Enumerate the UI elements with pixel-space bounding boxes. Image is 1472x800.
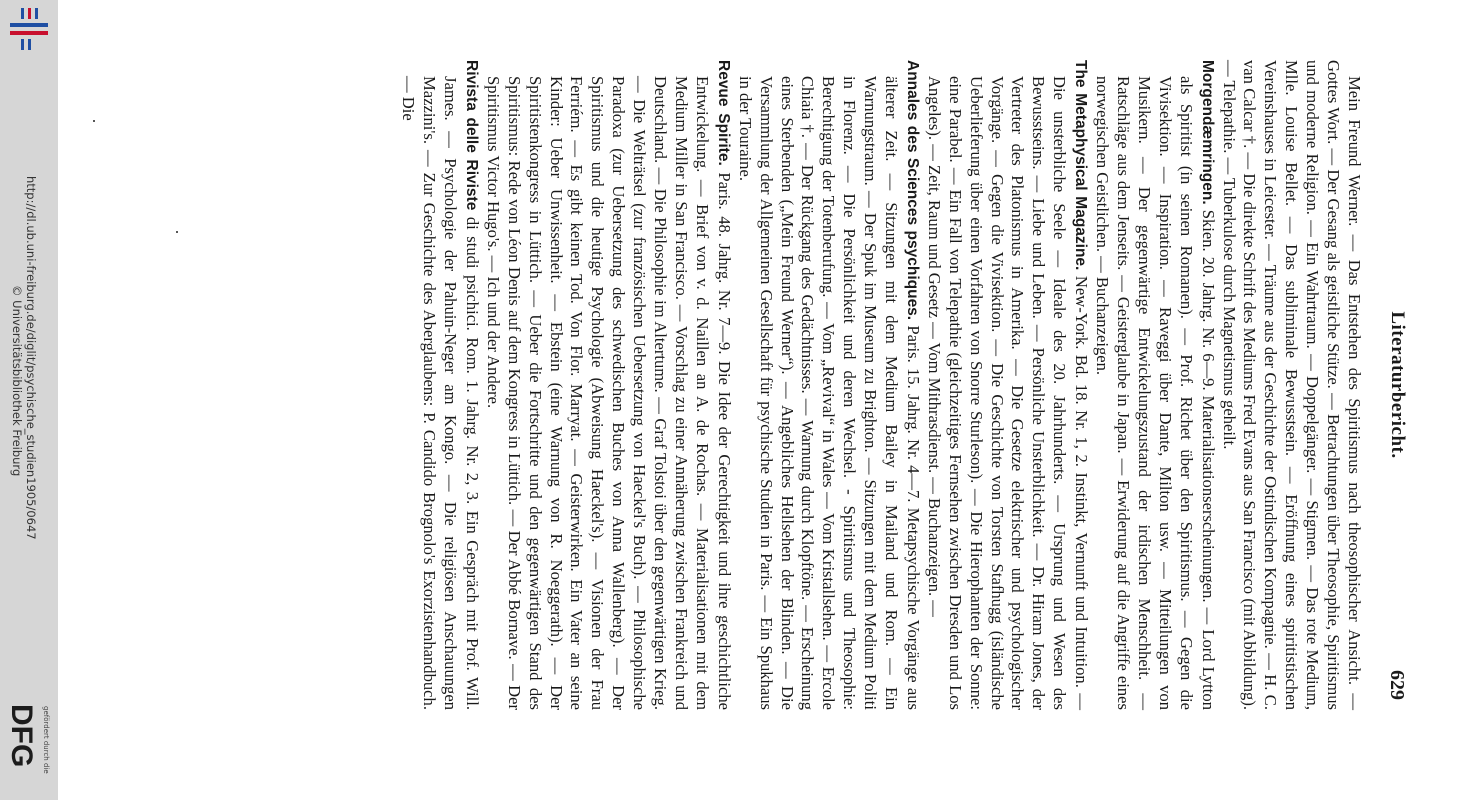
dfg-logo-icon[interactable]	[5, 702, 40, 790]
paragraph-text: Mein Freund Werner. — Das Entstehen des Spiritismus nach theosophischer Ansicht. — Gottes Wort. — Der Gesang als geistliche Stütze. — Betrachtungen über Theosophie, Spiritismus und moderne Religion. — Ein Wahrtraum. — Doppelgänger. — Stigmen. — Das rote Medium, Mlle. Louise Bellet. — Das subliminale Bewusstsein. — Eröffnung eines spiritistischen Vereinshauses in Leicester. — Träume aus der Geschichte der Ostindischen Kompagnie. — H. C. van Calcar †. — Die direkte Schrift des Mediums Fred Evans aus San Francisco (mit Abbildung). — Telepathie. — Tuberkulose durch Magnetismus geheilt.	[1219, 60, 1364, 710]
scan-speck	[93, 120, 95, 122]
page-title: Literaturbericht.	[1387, 311, 1408, 459]
scan-speck	[176, 231, 178, 233]
paragraph	[482, 60, 734, 710]
paragraph	[397, 60, 482, 710]
journal-name: Rivista delle Riviste	[462, 60, 480, 211]
ub-freiburg-logo-icon[interactable]	[7, 6, 51, 52]
paragraph-text: Skien. 20. Jahrg. Nr. 6—9. Materialisationserscheinungen. — Lord Lytton als Spiritist (in seinen Romanen). — Prof. Richet über den Spiritismus. — Gegen die Vivisektion. — Inspiration. — Raveggi über Dante, Milton usw. — Mitteilungen von Musikern. — Der gegenwärtige Entwickelungszustand der irdischen Menschheit. — Ratschläge aus dem Jenseits. — Geisterglaube in Japan. — Erwiderung auf die Angriffe eines norwegischen Geistlichen. — Buchanzeigen.	[1093, 76, 1218, 710]
scanned-page	[198, 60, 1408, 710]
paragraph	[1218, 60, 1364, 710]
page-number: 629	[1386, 670, 1408, 700]
svg-text:DFG: DFG	[5, 704, 38, 768]
paragraph	[1091, 60, 1217, 710]
paragraph	[734, 60, 923, 710]
journal-name: The Metaphysical Magazine.	[1072, 60, 1090, 271]
journal-name: Revue Spirite.	[714, 60, 732, 166]
viewer-sidebar	[0, 0, 58, 800]
paragraph-text: Paris. 15. Jahrg. Nr. 4—7. Metapsychische Vorgänge aus älterer Zeit. — Sitzungen mit dem Medium Bailey in Mailand und Rom. — Ein Warnungstraum. — Der Spuk im Museum zu Brighton. — Sitzungen mit dem Medium Politi in Florenz. — Die Persönlichkeit und deren Wechsel. - Spiritismus und Theosophie: Berechtigung der Totenberufung. — Vom „Revival“ in Wales — Vom Kristallsehen. — Ercole Chiaia †. — Der Rückgang des Gedächtnisses. — Warnung durch Klopftöne. — Erscheinung eines Sterbenden („Mein Freund Werner“). — Angebliches Hellsehen der Blinden. — Die Versammlung der Allgemeinen Gesellschaft für psychische Studien in Paris. — Ein Spukhaus in der Touraine.	[735, 76, 923, 710]
paragraph-text: Paris. 48. Jahrg. Nr. 7—9. Die Idee der Gerechtigkeit und ihre geschichtliche Entwickelung. — Brief von v. d. Naillen an A. de Rochas. — Materialisationen mit dem Medium Miller in San Francisco. — Vorschlag zu einer Annäherung zwischen Frankreich und Deutschland. — Die Philosophie im Altertume. — Graf Tolstoi über den gegenwärtigen Krieg. — Die Welträtsel (zur französischen Uebersetzung von Haeckel's Buch). — Philosophische Paradoxa (zur Uebersetzung des schwedischen Buches von Anna Wallenberg). — Der Spiritismus und die heutige Psychologie (Abweisung Haeckel's). — Visionen der Frau Ferriém. — Es gibt keinen Tod. Von Flor. Marryat. — Geisterwirken. Ein Vater an seine Kinder: Ueber Unwissenheit. — Ebstein (eine Warnung von R. Noeggerath). — Der Spiritistenkongress in Lüttich. — Ueber die Fortschritte und den gegenwärtigen Stand des Spiritismus: Rede von Léon Denis auf dem Kongress in Lüttich. — Der Abbé Bornave. — Der Spiritismus Victor Hugo's. — Ich und der Andere.	[483, 76, 734, 710]
paragraph-text: di studi psichici. Rom. 1. Jahrg. Nr. 2, 3. Ein Gespräch mit Prof. Will. James. — Psychologie der Pahuin-Neger am Kongo. — Die religiösen Anschauungen Mazzini's. — Zur Geschichte des Aberglaubens: P. Candido Brognolo's Exorzistenhandbuch. — Die	[399, 76, 482, 710]
document-url[interactable]: http://dl.ub.uni-freiburg.de/diglit/psychische_studien1905/0647	[24, 176, 38, 540]
page-body	[397, 60, 1364, 710]
paragraph-text: New-York. Bd. 18. Nr. 1, 2. Instinkt, Vernunft und Intuition. — Die unsterbliche Seele — Ideale des 20. Jahrhunderts. — Ursprung und Wesen des Bewusstseins. — Liebe und Leben. — Persönliche Unsterblichkeit. — Dr. Hiram Jones, der Vertreter des Platonismus in Amerika. — Die Gesetze elektrischer und psychologischer Vorgänge. — Gegen die Vivisektion. — Die Geschichte von Torsten Stafhugg (isländische Ueberlieferung über einen Vorfahren von Snorre Sturleson). — Die Hierophanten der Sonne: eine Parabel. — Ein Fall von Telepathie (gleichzeitiges Fernsehen zwischen Dresden und Los Angeles). — Zeit, Raum und Gesetz — Vom Mithrasdienst. — Buchanzeigen. —	[924, 76, 1092, 710]
paragraph	[923, 60, 1091, 710]
funding-text: gefördert durch die	[42, 706, 50, 774]
journal-name: Morgendæmringen.	[1198, 60, 1216, 205]
copyright-notice: © Universitätsbibliothek Freiburg	[10, 285, 24, 477]
journal-name: Annales des Sciences psychiques.	[903, 60, 921, 321]
